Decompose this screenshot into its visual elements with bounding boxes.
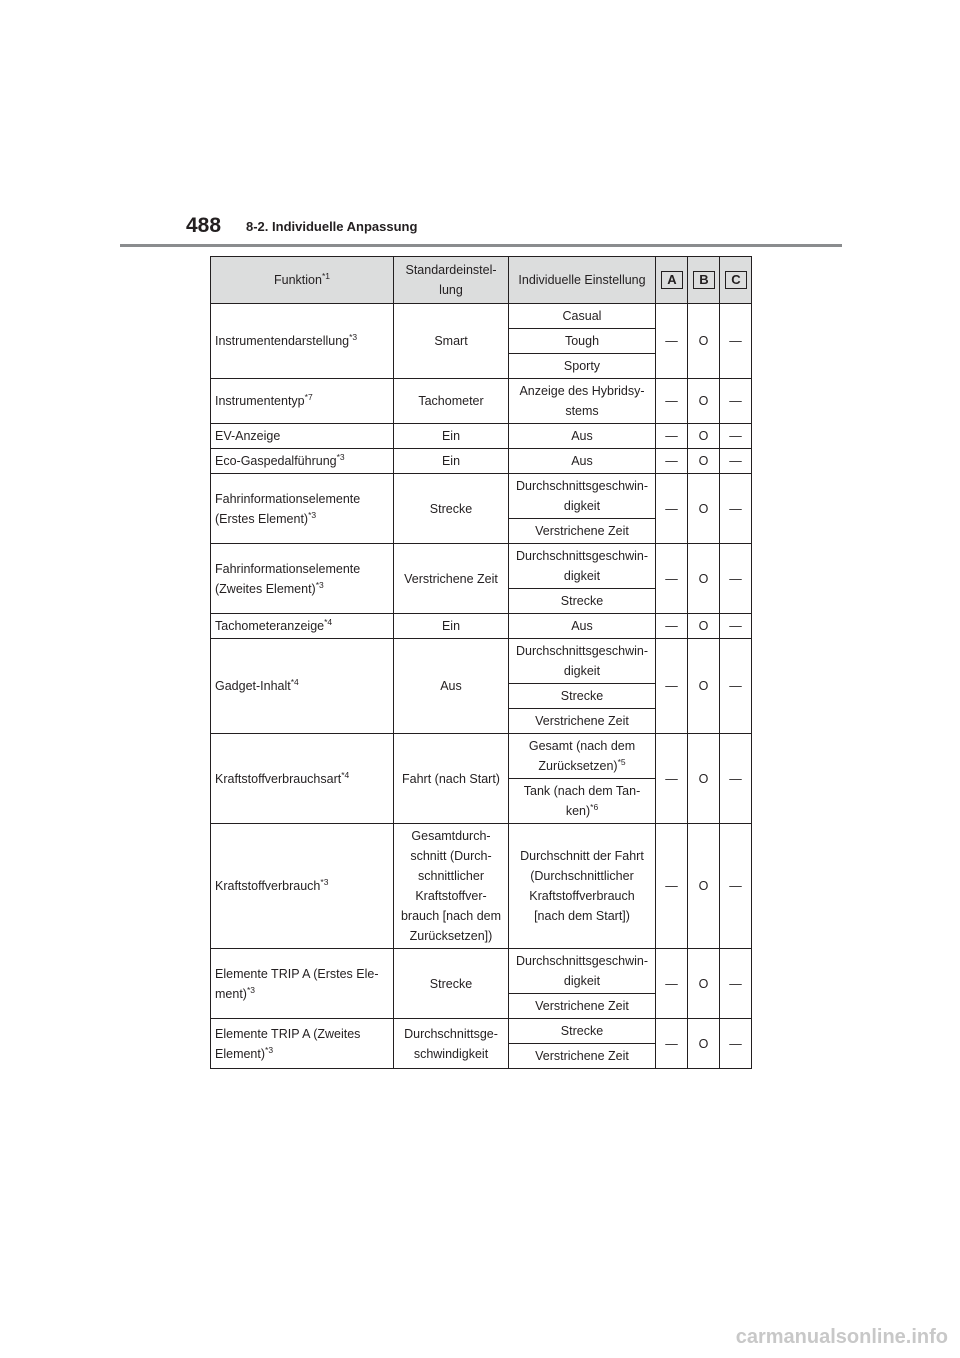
- mark-col-c: —: [720, 424, 752, 449]
- custom-setting-cell: Durchschnittsgeschwin-digkeit: [509, 639, 656, 684]
- mark-col-a: —: [656, 379, 688, 424]
- default-setting-cell: Gesamtdurch-schnitt (Durch-schnittlicher Kraftstoffver-brauch [nach dem Zurücksetzen]): [394, 824, 509, 949]
- default-setting-cell: Verstrichene Zeit: [394, 544, 509, 614]
- table-row: [211, 639, 752, 684]
- mark-col-a: —: [656, 474, 688, 544]
- page-number: 488: [186, 214, 222, 237]
- function-cell: Kraftstoffverbrauchsart$^{*4}$: [211, 734, 394, 824]
- custom-setting-cell: Durchschnittsgeschwin-digkeit: [509, 544, 656, 589]
- mark-col-c: —: [720, 379, 752, 424]
- custom-setting-cell: Gesamt (nach dem Zurücksetzen)$^{*5}$: [509, 734, 656, 779]
- table-body: [211, 304, 752, 1069]
- default-setting-cell: Strecke: [394, 474, 509, 544]
- mark-col-b: O: [688, 474, 720, 544]
- table-row: [211, 304, 752, 329]
- custom-setting-cell: Anzeige des Hybridsy-stems: [509, 379, 656, 424]
- mark-col-b: O: [688, 824, 720, 949]
- mark-col-c: —: [720, 544, 752, 614]
- mark-col-a: —: [656, 449, 688, 474]
- footer-watermark: carmanualsonline.info: [735, 1326, 948, 1348]
- default-setting-cell: Durchschnittsge-schwindigkeit: [394, 1019, 509, 1069]
- header-funktion: Funktion$^{*1}$: [211, 257, 394, 304]
- mark-col-a: —: [656, 614, 688, 639]
- custom-setting-cell: Aus: [509, 614, 656, 639]
- function-cell: Fahrinformationselemente (Erstes Element)$^{*3}$: [211, 474, 394, 544]
- function-cell: Elemente TRIP A (Erstes Ele-ment)$^{*3}$: [211, 949, 394, 1019]
- table-row: [211, 379, 752, 424]
- table-row: [211, 949, 752, 994]
- mark-col-b: O: [688, 949, 720, 1019]
- default-setting-cell: Ein: [394, 449, 509, 474]
- table-row: [211, 449, 752, 474]
- custom-setting-cell: Aus: [509, 424, 656, 449]
- function-cell: Elemente TRIP A (Zweites Element)$^{*3}$: [211, 1019, 394, 1069]
- mark-col-b: O: [688, 424, 720, 449]
- function-cell: Eco-Gaspedalführung$^{*3}$: [211, 449, 394, 474]
- custom-setting-cell: Strecke: [509, 1019, 656, 1044]
- section-title: 8-2. Individuelle Anpassung: [246, 219, 418, 234]
- default-setting-cell: Aus: [394, 639, 509, 734]
- mark-col-b: O: [688, 639, 720, 734]
- mark-col-b: O: [688, 614, 720, 639]
- function-cell: Gadget-Inhalt$^{*4}$: [211, 639, 394, 734]
- mark-col-a: —: [656, 544, 688, 614]
- mark-col-b: O: [688, 544, 720, 614]
- mark-col-a: —: [656, 734, 688, 824]
- mark-col-a: —: [656, 1019, 688, 1069]
- header-rule: [120, 244, 842, 247]
- mark-col-c: —: [720, 824, 752, 949]
- settings-table: [210, 256, 752, 1069]
- mark-col-b: O: [688, 1019, 720, 1069]
- mark-col-c: —: [720, 734, 752, 824]
- mark-col-c: —: [720, 449, 752, 474]
- custom-setting-cell: Verstrichene Zeit: [509, 709, 656, 734]
- custom-setting-cell: Tough: [509, 329, 656, 354]
- custom-setting-cell: Durchschnitt der Fahrt (Durchschnittlicher Kraftstoffverbrauch [nach dem Start]): [509, 824, 656, 949]
- mark-col-a: —: [656, 424, 688, 449]
- mark-col-a: —: [656, 949, 688, 1019]
- custom-setting-cell: Durchschnittsgeschwin-digkeit: [509, 474, 656, 519]
- mark-col-c: —: [720, 949, 752, 1019]
- table-row: [211, 1019, 752, 1044]
- mark-col-b: O: [688, 734, 720, 824]
- mark-col-c: —: [720, 474, 752, 544]
- table-header-row: [211, 257, 752, 304]
- header-col-c: C: [720, 257, 752, 304]
- default-setting-cell: Smart: [394, 304, 509, 379]
- custom-setting-cell: Aus: [509, 449, 656, 474]
- header-col-b: B: [688, 257, 720, 304]
- custom-setting-cell: Verstrichene Zeit: [509, 519, 656, 544]
- mark-col-a: —: [656, 824, 688, 949]
- custom-setting-cell: Casual: [509, 304, 656, 329]
- header-standard: Standardeinstel-lung: [394, 257, 509, 304]
- custom-setting-cell: Durchschnittsgeschwin-digkeit: [509, 949, 656, 994]
- mark-col-c: —: [720, 639, 752, 734]
- default-setting-cell: Tachometer: [394, 379, 509, 424]
- mark-col-c: —: [720, 304, 752, 379]
- function-cell: Instrumentendarstellung$^{*3}$: [211, 304, 394, 379]
- default-setting-cell: Strecke: [394, 949, 509, 1019]
- table-row: [211, 824, 752, 949]
- table-row: [211, 734, 752, 779]
- custom-setting-cell: Strecke: [509, 589, 656, 614]
- custom-setting-cell: Tank (nach dem Tan-ken)$^{*6}$: [509, 779, 656, 824]
- custom-setting-cell: Verstrichene Zeit: [509, 994, 656, 1019]
- default-setting-cell: Fahrt (nach Start): [394, 734, 509, 824]
- table-row: [211, 544, 752, 589]
- custom-setting-cell: Sporty: [509, 354, 656, 379]
- mark-col-a: —: [656, 304, 688, 379]
- mark-col-b: O: [688, 304, 720, 379]
- mark-col-a: —: [656, 639, 688, 734]
- function-cell: Tachometeranzeige$^{*4}$: [211, 614, 394, 639]
- table-row: [211, 474, 752, 519]
- mark-col-b: O: [688, 449, 720, 474]
- function-cell: Instrumententyp$^{*7}$: [211, 379, 394, 424]
- mark-col-c: —: [720, 1019, 752, 1069]
- custom-setting-cell: Verstrichene Zeit: [509, 1044, 656, 1069]
- function-cell: Fahrinformationselemente (Zweites Element)$^{*3}$: [211, 544, 394, 614]
- table-row: [211, 424, 752, 449]
- function-cell: Kraftstoffverbrauch$^{*3}$: [211, 824, 394, 949]
- function-cell: EV-Anzeige: [211, 424, 394, 449]
- mark-col-c: —: [720, 614, 752, 639]
- default-setting-cell: Ein: [394, 614, 509, 639]
- header-col-a: A: [656, 257, 688, 304]
- mark-col-b: O: [688, 379, 720, 424]
- table-row: [211, 614, 752, 639]
- default-setting-cell: Ein: [394, 424, 509, 449]
- custom-setting-cell: Strecke: [509, 684, 656, 709]
- header-individuell: Individuelle Einstellung: [509, 257, 656, 304]
